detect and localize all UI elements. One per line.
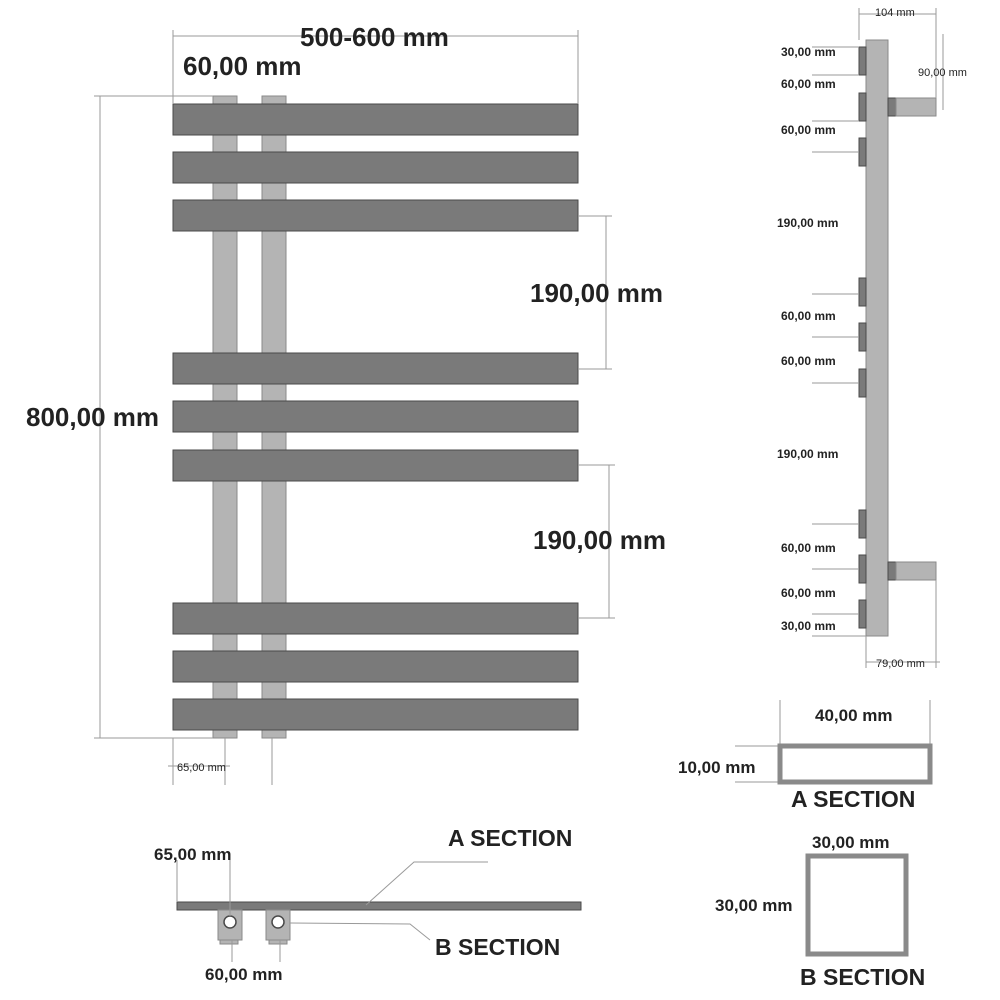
spacing-label: 60,00 mm (781, 77, 836, 91)
spacing-label: 60,00 mm (781, 309, 836, 323)
a-section-leader (366, 862, 488, 905)
bar-end (859, 555, 866, 583)
gap-dimension-2 (533, 465, 666, 618)
section-b-title: B SECTION (800, 964, 926, 990)
gap-label-2: 190,00 mm (533, 525, 666, 555)
bottom-offset-dimension (168, 738, 272, 785)
spacing-label: 30,00 mm (781, 45, 836, 59)
top-view-pipe-right (266, 910, 290, 944)
side-bar-ends (859, 47, 866, 628)
spacing-label: 60,00 mm (781, 586, 836, 600)
horizontal-bar (173, 353, 578, 384)
spacing-label: 60,00 mm (781, 541, 836, 555)
top-view (154, 825, 581, 984)
section-b-detail (715, 833, 925, 990)
spacing-label: 60,00 mm (781, 354, 836, 368)
spacing-label: 190,00 mm (777, 216, 839, 230)
horizontal-bar (173, 651, 578, 682)
bar-end (859, 93, 866, 121)
horizontal-bar (173, 603, 578, 634)
gap-label-1: 190,00 mm (530, 278, 663, 308)
section-b-profile (808, 856, 906, 954)
side-spacing-labels (777, 45, 838, 633)
height-label: 800,00 mm (26, 402, 159, 432)
bar-end (859, 600, 866, 628)
bar-end (859, 47, 866, 75)
section-b-width-label: 30,00 mm (812, 833, 890, 852)
top-offset-label: 65,00 mm (154, 845, 232, 864)
section-a-title: A SECTION (791, 786, 916, 812)
depth-top-label: 104 mm (875, 7, 915, 19)
width-label: 500-600 mm (300, 22, 449, 52)
spacing-label: 190,00 mm (777, 447, 839, 461)
gap-dimension-1 (530, 216, 663, 369)
wall-bracket-top (888, 98, 936, 116)
bar-end (859, 510, 866, 538)
bar-end (859, 369, 866, 397)
depth-bottom-label: 79,00 mm (876, 658, 925, 670)
side-view (777, 7, 967, 670)
depth-right-label: 90,00 mm (918, 67, 967, 79)
horizontal-bar (173, 401, 578, 432)
bottom-offset-label: 65,00 mm (177, 762, 226, 774)
a-section-label: A SECTION (448, 825, 573, 851)
horizontal-bar (173, 152, 578, 183)
bar-end (859, 278, 866, 306)
spacing-label: 30,00 mm (781, 619, 836, 633)
bar-end (859, 323, 866, 351)
b-section-label: B SECTION (435, 934, 561, 960)
section-b-height-label: 30,00 mm (715, 896, 793, 915)
bar-end (859, 138, 866, 166)
side-vertical-pipe (866, 40, 888, 636)
horizontal-bar (173, 699, 578, 730)
b-section-leader (290, 923, 430, 940)
section-a-height-label: 10,00 mm (678, 758, 756, 777)
top-view-bar (177, 902, 581, 910)
section-a-detail (678, 700, 930, 812)
horizontal-bar (173, 200, 578, 231)
section-a-profile (780, 746, 930, 782)
wall-bracket-bottom (888, 562, 936, 580)
horizontal-bar (173, 450, 578, 481)
front-view (26, 22, 666, 785)
spacing-label: 60,00 mm (781, 123, 836, 137)
section-a-width-label: 40,00 mm (815, 706, 893, 725)
horizontal-bar (173, 104, 578, 135)
top-pipe-label: 60,00 mm (205, 965, 283, 984)
pipe-width-label: 60,00 mm (183, 51, 302, 81)
